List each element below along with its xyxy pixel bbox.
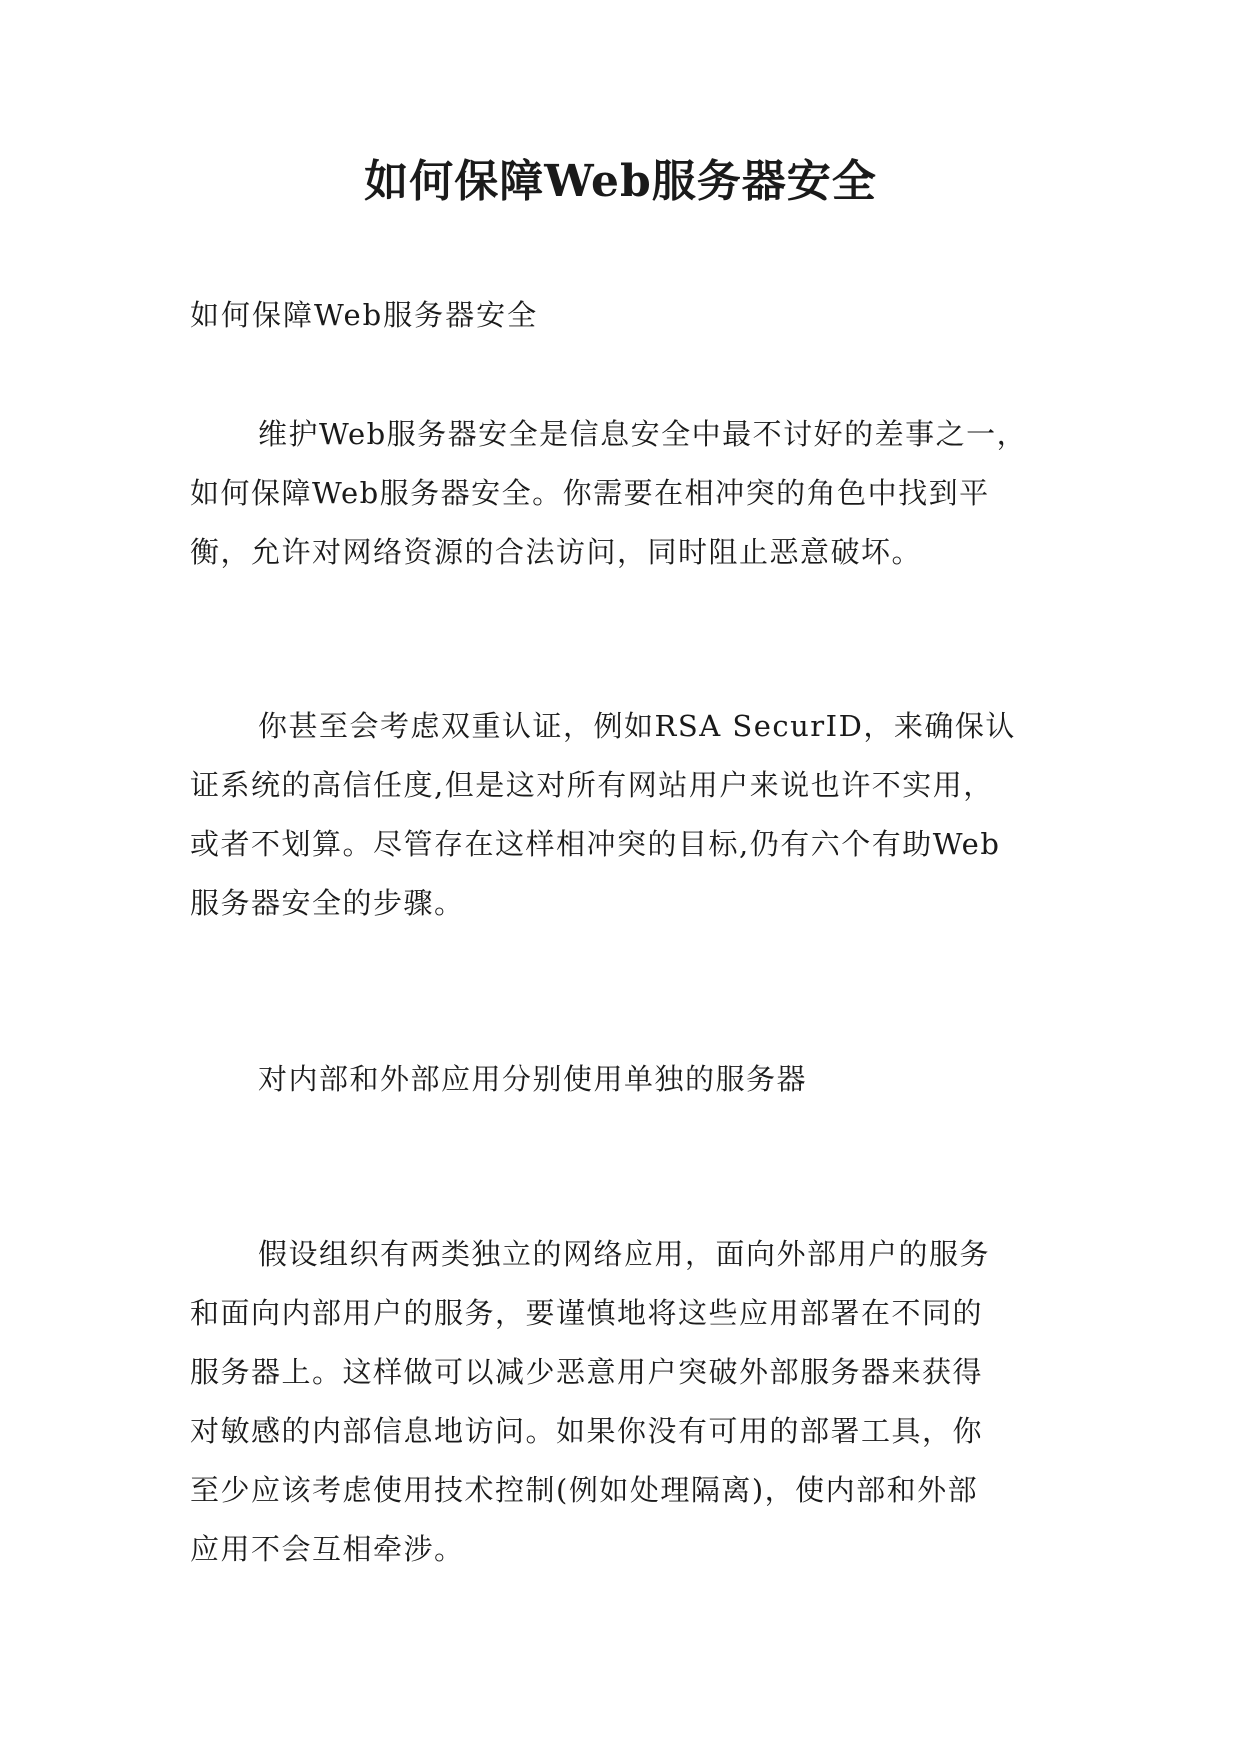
paragraph-line: 假设组织有两类独立的网络应用，面向外部用户的服务 (258, 1237, 991, 1271)
paragraph-line: 和面向内部用户的服务，要谨慎地将这些应用部署在不同的 (190, 1296, 984, 1330)
paragraph-line: 维护Web服务器安全是信息安全中最不讨好的差事之一， (258, 417, 1028, 451)
paragraph-line: 至少应该考虑使用技术控制(例如处理隔离)，使内部和外部 (190, 1473, 979, 1507)
paragraph-line: 如何保障Web服务器安全。你需要在相冲突的角色中找到平 (190, 476, 990, 510)
paragraph-line: 或者不划算。尽管存在这样相冲突的目标,仍有六个有助Web (190, 827, 1001, 861)
paragraph-separate-servers (190, 1225, 1060, 1579)
paragraph-line: 服务器上。这样做可以减少恶意用户突破外部服务器来获得 (190, 1355, 984, 1389)
section-heading-text: 对内部和外部应用分别使用单独的服务器 (258, 1062, 808, 1096)
paragraph-line: 应用不会互相牵涉。 (190, 1532, 465, 1566)
document-subtitle: 如何保障Web服务器安全 (190, 298, 539, 332)
paragraph-line: 你甚至会考虑双重认证，例如RSA SecurID，来确保认 (258, 709, 1016, 743)
paragraph-authentication (190, 697, 1060, 933)
document-title: 如何保障Web服务器安全 (364, 156, 877, 207)
paragraph-line: 对敏感的内部信息地访问。如果你没有可用的部署工具，你 (190, 1414, 984, 1448)
paragraph-intro (190, 405, 1060, 582)
paragraph-line: 证系统的高信任度,但是这对所有网站用户来说也许不实用， (190, 768, 994, 802)
paragraph-line: 衡，允许对网络资源的合法访问，同时阻止恶意破坏。 (190, 535, 923, 569)
paragraph-line: 服务器安全的步骤。 (190, 886, 465, 920)
section-heading-separate-servers (190, 1050, 1060, 1109)
